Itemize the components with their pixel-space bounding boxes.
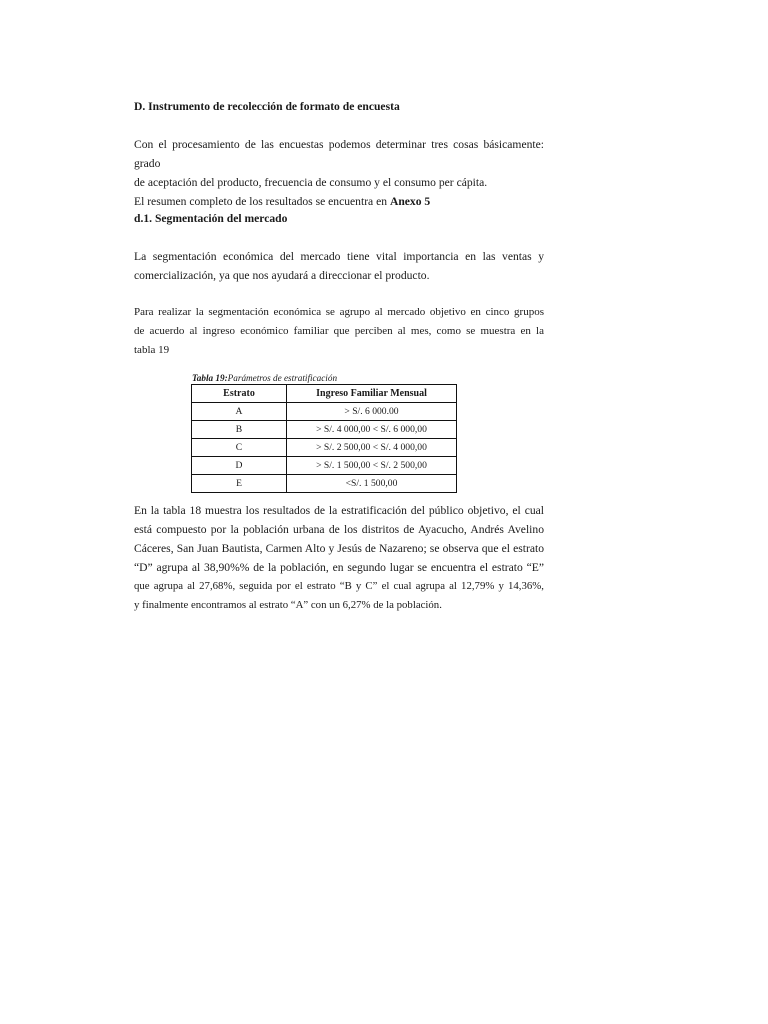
- paragraph-1: [134, 135, 544, 211]
- table-row: [192, 403, 457, 421]
- table-row: [192, 439, 457, 457]
- paragraph-4-line-3: Cáceres, San Juan Bautista, Carmen Alto y Jesús de Nazareno; se observa que el estrato: [134, 542, 544, 555]
- paragraph-1-line-2: de aceptación del producto, frecuencia de consumo y el consumo per cápita.: [134, 176, 488, 189]
- paragraph-4: [134, 501, 544, 615]
- paragraph-3-line-1: Para realizar la segmentación económica se agrupo al mercado objetivo en cinco grupos: [134, 306, 544, 318]
- paragraph-3-line-3: tabla 19: [134, 344, 170, 356]
- column-header-estrato: Estrato: [192, 385, 287, 403]
- table-cell-estrato: E: [192, 475, 287, 493]
- column-header-ingreso: Ingreso Familiar Mensual: [287, 385, 457, 403]
- table-cell-ingreso: > S/. 1 500,00 < S/. 2 500,00: [287, 457, 457, 475]
- paragraph-4-line-1: En la tabla 18 muestra los resultados de la estratificación del público objetivo, el cual: [134, 504, 544, 517]
- table-header-row: [192, 385, 457, 403]
- paragraph-2: [134, 247, 544, 285]
- annex-reference: Anexo 5: [389, 195, 431, 208]
- table-cell-estrato: D: [192, 457, 287, 475]
- table-row: [192, 457, 457, 475]
- table-cell-ingreso: > S/. 6 000.00: [287, 403, 457, 421]
- paragraph-2-line-1: La segmentación económica del mercado tiene vital importancia en las ventas y: [134, 250, 544, 263]
- table-caption-text: Parámetros de estratificación: [227, 373, 338, 383]
- paragraph-4-line-5: que agrupa al 27,68%, seguida por el estrato “B y C” el cual agrupa al 12,79% y 14,36%,: [134, 580, 544, 592]
- table-cell-ingreso: <S/. 1 500,00: [287, 475, 457, 493]
- stratification-table: [191, 384, 457, 493]
- table-cell-estrato: C: [192, 439, 287, 457]
- table-caption: [192, 373, 337, 384]
- paragraph-3-line-2: de acuerdo al ingreso económico familiar que perciben al mes, como se muestra en la: [134, 325, 544, 337]
- paragraph-1-line-1: Con el procesamiento de las encuestas podemos determinar tres cosas básicamente: grado: [134, 138, 544, 170]
- section-d1-heading: d.1. Segmentación del mercado: [134, 212, 288, 225]
- paragraph-1-line-3-text: El resumen completo de los resultados se encuentra en: [134, 195, 390, 208]
- section-d-heading: D. Instrumento de recolección de formato de encuesta: [134, 100, 400, 113]
- table-cell-estrato: B: [192, 421, 287, 439]
- paragraph-2-line-2: comercialización, ya que nos ayudará a direccionar el producto.: [134, 269, 430, 282]
- table-caption-title: Tabla 19:: [192, 373, 228, 383]
- table-row: [192, 475, 457, 493]
- table-cell-estrato: A: [192, 403, 287, 421]
- table-cell-ingreso: > S/. 4 000,00 < S/. 6 000,00: [287, 421, 457, 439]
- paragraph-4-line-2: está compuesto por la población urbana de los distritos de Ayacucho, Andrés Avelino: [134, 523, 544, 536]
- paragraph-4-line-4: “D” agrupa al 38,90%% de la población, en segundo lugar se encuentra el estrato “E”: [134, 561, 544, 574]
- table-row: [192, 421, 457, 439]
- table-cell-ingreso: > S/. 2 500,00 < S/. 4 000,00: [287, 439, 457, 457]
- paragraph-3: [134, 303, 544, 360]
- paragraph-4-line-6: y finalmente encontramos al estrato “A” con un 6,27% de la población.: [134, 599, 442, 611]
